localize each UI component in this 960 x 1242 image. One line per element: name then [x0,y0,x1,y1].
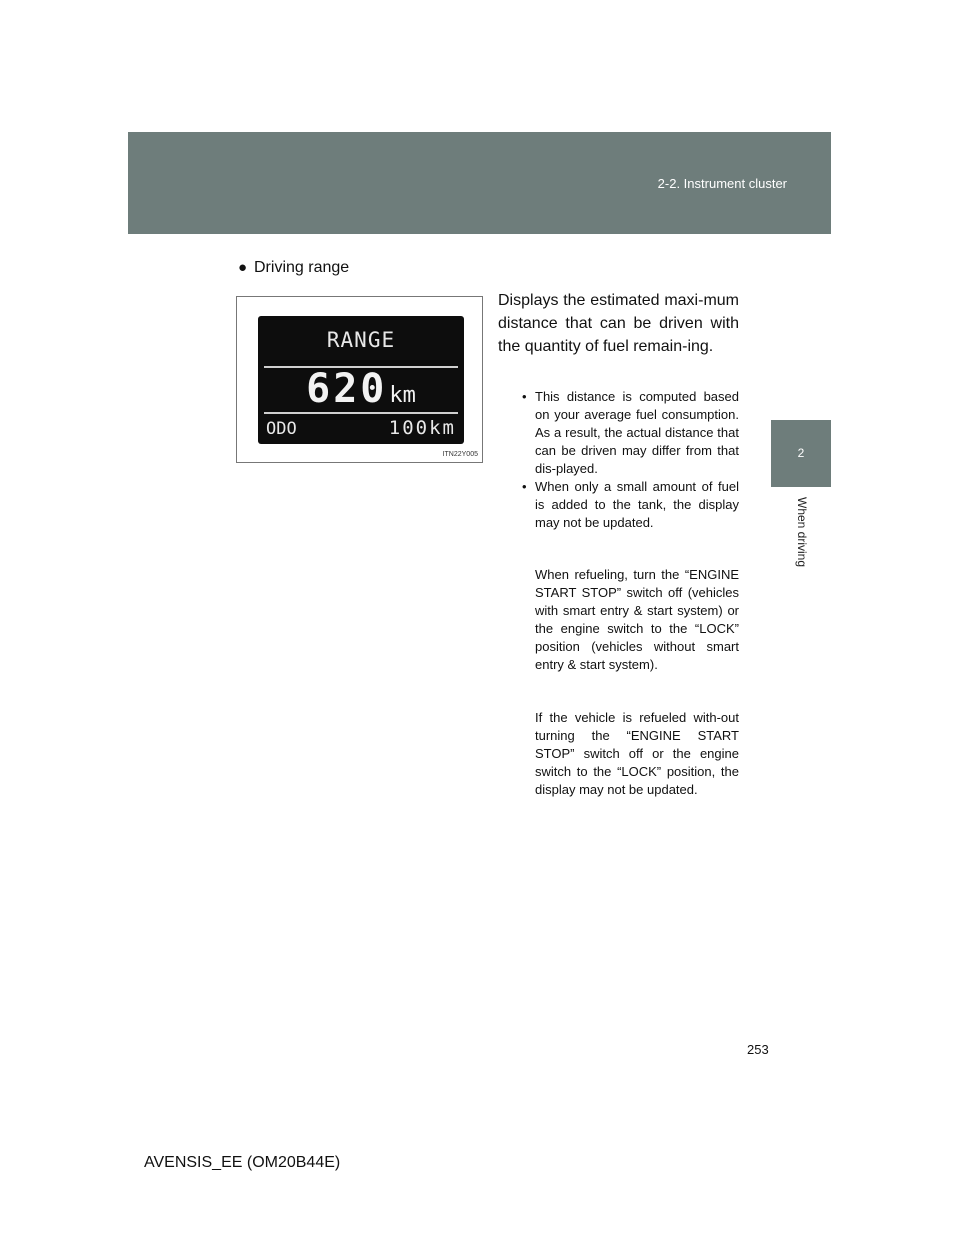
notes-list [520,388,739,532]
document-code: AVENSIS_EE (OM20B44E) [144,1154,341,1171]
header-band [128,132,831,234]
bullet-icon: • [522,389,527,404]
intro-paragraph: Displays the estimated maxi-mum distance that can be driven with the quantity of fuel remain-ing. [498,292,739,355]
chapter-number: 2 [797,446,805,460]
chapter-label: When driving [795,497,809,568]
refueled-paragraph: If the vehicle is refueled with-out turning the “ENGINE START STOP” switch off or the engine switch to the “LOCK” position, the display may not be updated. [535,710,739,797]
figure-id: ITN22Y005 [442,451,478,458]
odo-value: 100km [388,417,456,439]
heading-bullet-icon: ● [238,259,248,276]
list-item [520,478,739,532]
section-heading [238,259,349,277]
range-value: 620 [306,366,388,412]
chapter-tab [771,420,831,487]
refueling-paragraph: When refueling, turn the “ENGINE START STOP” switch off (vehicles with smart entry & start system) or the engine switch to the “LOCK” position (vehicles without smart entry & start system). [535,567,739,672]
list-item [520,388,739,478]
lcd-screen [258,316,464,444]
section-title: 2-2. Instrument cluster [657,176,787,191]
bullet-icon: • [522,479,527,494]
list-item-text: When only a small amount of fuel is added to the tank, the display may not be updated. [535,479,739,530]
page-number: 253 [747,1042,769,1057]
range-unit: km [389,383,416,408]
lcd-divider-bottom [264,412,458,414]
odo-label: ODO [266,419,297,439]
heading-text: Driving range [254,259,350,276]
range-display-figure [236,296,483,463]
lcd-range [258,366,464,412]
list-item-text: This distance is computed based on your average fuel consumption. As a result, the actual distance that can be driven may differ from that dis-played. [535,389,739,476]
lcd-title: RANGE [326,328,396,352]
